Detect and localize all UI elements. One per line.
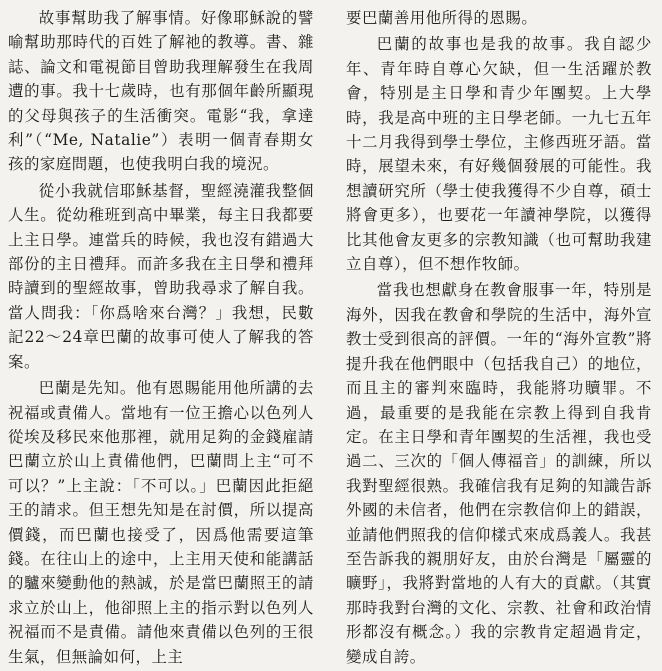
- paragraph-overseas-mission: 當我也想獻身在教會服事一年，特別是海外，因我在教會和學院的生活中，海外宣教士受到很高的評價。一年的“海外宣教”將提升我在他們眼中（包括我自己）的地位，而且主的審判來臨時，我能將功贖罪。不過，最重要的是我能在宗教上得到自我肯定。在主日學和青年團契的生活裡，我也受過二、三次的「個人傳福音」的訓練，所以我對聖經很熟。我確信我有足夠的知識告訴外國的未信者，他們在宗教信仰上的錯誤，並請他們照我的信仰樣式來成爲義人。我甚至告訴我的親朋好友，由於台灣是「屬靈的曠野」，我將對當地的人有大的貢獻。（其實那時我對台灣的文化、宗教、社會和政治情形都沒有概念。）我的宗教肯定超過肯定，變成自誇。: [346, 281, 652, 666]
- left-column: [8, 6, 314, 671]
- paragraph-stories-help: 故事幫助我了解事情。好像耶穌說的譬喻幫助那時代的百姓了解祂的教導。書、雜誌、論文和電視節目曾助我理解發生在我周遭的事。我十七歲時，也有那個年齡所顯現的父母與孩子的生活衝突。電影“我，拿達利”（“Me, Natalie”）表明一個青春期女孩的家庭問題，也使我明白我的境況。: [8, 9, 314, 174]
- paragraph-balaam-prophet: 巴蘭是先知。他有恩賜能用他所講的去祝福或責備人。當地有一位王擔心以色列人從埃及移民來他那裡，就用足夠的金錢雇請巴蘭立於山上責備他們，巴蘭問上主“可不可以？”上主說：「不可以。」巴蘭因此拒絕王的請求。但王想先知是在討價，所以提高價錢，而巴蘭也接受了，因爲他需要這筆錢。在往山上的途中，上主用天使和能講話的驢來變動他的熱誠，於是當巴蘭照王的請求立於山上，他卻照上主的指示對以色列人祝福而不是責備。請他來責備以色列的王很生氣，但無論如何，上主: [8, 379, 314, 666]
- right-column: [346, 6, 652, 671]
- paragraph-continuation: 要巴蘭善用他所得的恩賜。: [346, 9, 538, 27]
- paragraph-my-story: 巴蘭的故事也是我的故事。我自認少年、青年時自尊心欠缺，但一生活躍於教會，特別是主日學和青少年團契。上大學時，我是高中班的主日學老師。一九七五年十二月我得到學士學位，主修西班牙語。當時，展望未來，有好幾個發展的可能性。我想讀研究所（學士使我獲得不少自尊，碩士將會更多），也要花一年讀神學院，以獲得比其他會友更多的宗教知識（也可幫助我建立自尊），但不想作牧師。: [346, 35, 652, 274]
- paragraph-faith-from-childhood: 從小我就信耶穌基督，聖經澆灌我整個人生。從幼稚班到高中畢業，每主日我都要上主日學。連當兵的時候，我也沒有錯過大部份的主日禮拜。而許多我在主日學和禮拜時讀到的聖經故事，曾助我尋求了解自我。當人問我：「你爲啥來台灣？」我想，民數記22～24章巴蘭的故事可使人了解我的答案。: [8, 181, 314, 371]
